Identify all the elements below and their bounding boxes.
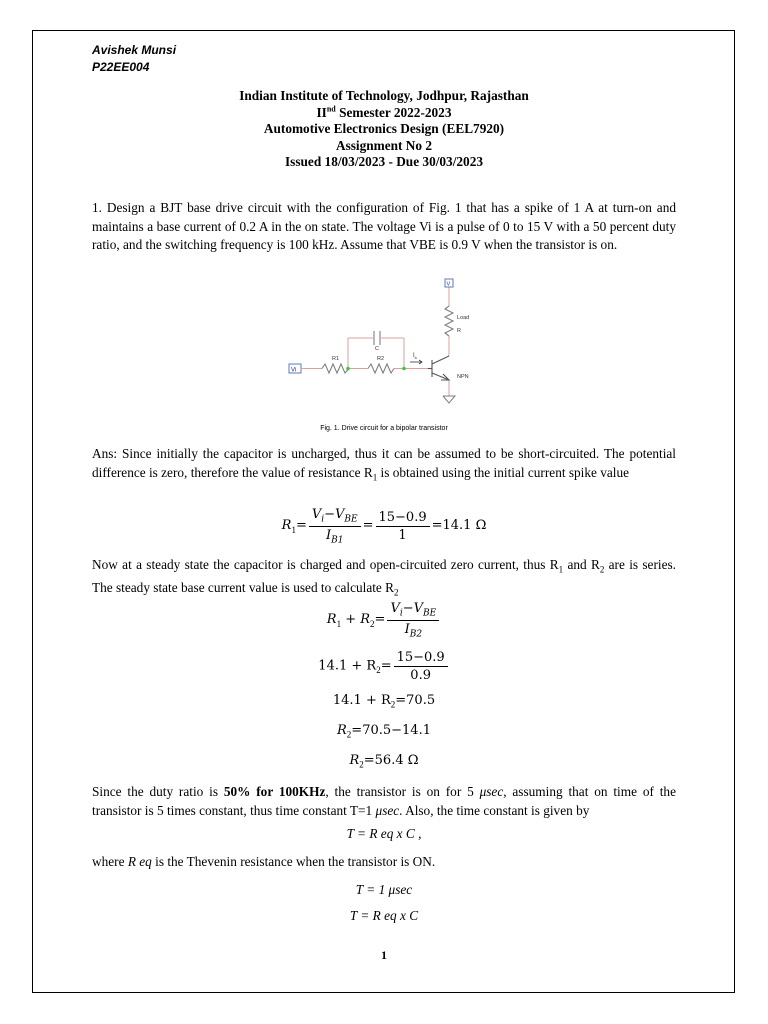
equation-substituted: $14.1 + R_2=$ $\frac{15-0.9}{0.9}$ — [92, 650, 676, 683]
ib-arrow — [410, 360, 422, 364]
answer-paragraph-3: Since the duty ratio is 50% for 100KHz, the transistor is on for 5 μsec, assuming that on time of the transistor is 5 times constant, thus time constant T=1 μsec. Also, the time constant is given by — [92, 784, 676, 818]
npn-transistor — [428, 356, 449, 380]
r1-label: R1 — [332, 356, 340, 362]
node-left — [346, 367, 350, 371]
equation-diff: $R_2=70.5-14.1$ — [337, 723, 431, 740]
equation-t-formula: T = R eq x C — [349, 908, 419, 923]
equation-sum: $14.1 + R_2=70.5$ — [332, 693, 436, 710]
c-label: C — [375, 346, 379, 352]
ib-label: $I_b$ — [413, 353, 417, 360]
document-header — [92, 88, 676, 171]
npn-label: NPN — [457, 374, 469, 380]
load-label: Load — [457, 315, 470, 321]
answer-paragraph-4: where R eq is the Thevenin resistance when the transistor is ON. — [92, 854, 436, 869]
equation-r1: $R_1=$ $\frac{V_i-V_{BE}}{I_{B1}}$ = $\frac{15-0.9}{1}$ =14.1 Ω — [281, 507, 487, 546]
page-number: 1 — [381, 948, 387, 962]
vi-label: Vi — [291, 367, 297, 374]
capacitor — [374, 331, 380, 345]
course-title: Automotive Electronics Design (EEL7920) — [263, 121, 505, 136]
semester-line: IInd Semester 2022-2023 — [316, 104, 452, 120]
question-text: 1. Design a BJT base drive circuit with the configuration of Fig. 1 that has a spike of 1 A at turn-on and maintains a base current of 0.2 A in the on state. The voltage Vi is a pulse of 0 to 15 V with a 50 percent duty ratio, and the switching frequency is 100 kHz. Assume that VBE is 0.9 V when the transistor is on. — [92, 200, 676, 252]
institute-title: Indian Institute of Technology, Jodhpur, Rajasthan — [239, 88, 529, 103]
vcc-label: V — [446, 281, 451, 288]
load-resistor — [445, 306, 453, 336]
r1-resistor — [322, 364, 349, 373]
equation-r1-plus-r2: $R_1 + R_2=$ $\frac{V_i-V_{BE}}{I_{B2}}$ — [92, 601, 676, 639]
r2-label: R2 — [377, 356, 385, 362]
r2-resistor — [368, 364, 394, 373]
issue-dates: Issued 18/03/2023 - Due 30/03/2023 — [285, 154, 483, 169]
equation-time-constant: T = R eq x C , — [346, 826, 422, 841]
author-roll: P22EE004 — [92, 60, 150, 74]
r-label: R — [457, 328, 461, 334]
author-name: Avishek Munsi — [92, 43, 177, 57]
ground-symbol — [443, 396, 455, 403]
answer-paragraph-1: Ans: Since initially the capacitor is uncharged, thus it can be assumed to be short-circuited. The potential difference is zero, therefore the value of resistance $R_1$ is obtained using the initial current spike value — [92, 446, 676, 483]
node-right — [402, 367, 406, 371]
circuit-diagram — [280, 278, 480, 418]
assignment-title: Assignment No 2 — [335, 137, 433, 153]
author-block — [92, 42, 176, 76]
equation-t-value: T = 1 μsec — [355, 882, 413, 897]
figure-caption: Fig. 1. Drive circuit for a bipolar transistor — [320, 425, 448, 432]
equation-r2-result: $R_2=56.4$ Ω — [349, 753, 419, 770]
answer-paragraph-2: Now at a steady state the capacitor is charged and open-circuited zero current, thus $R_1$ and $R_2$ are is series. The steady state base current value is used to calculate $R_2$ — [92, 557, 676, 598]
